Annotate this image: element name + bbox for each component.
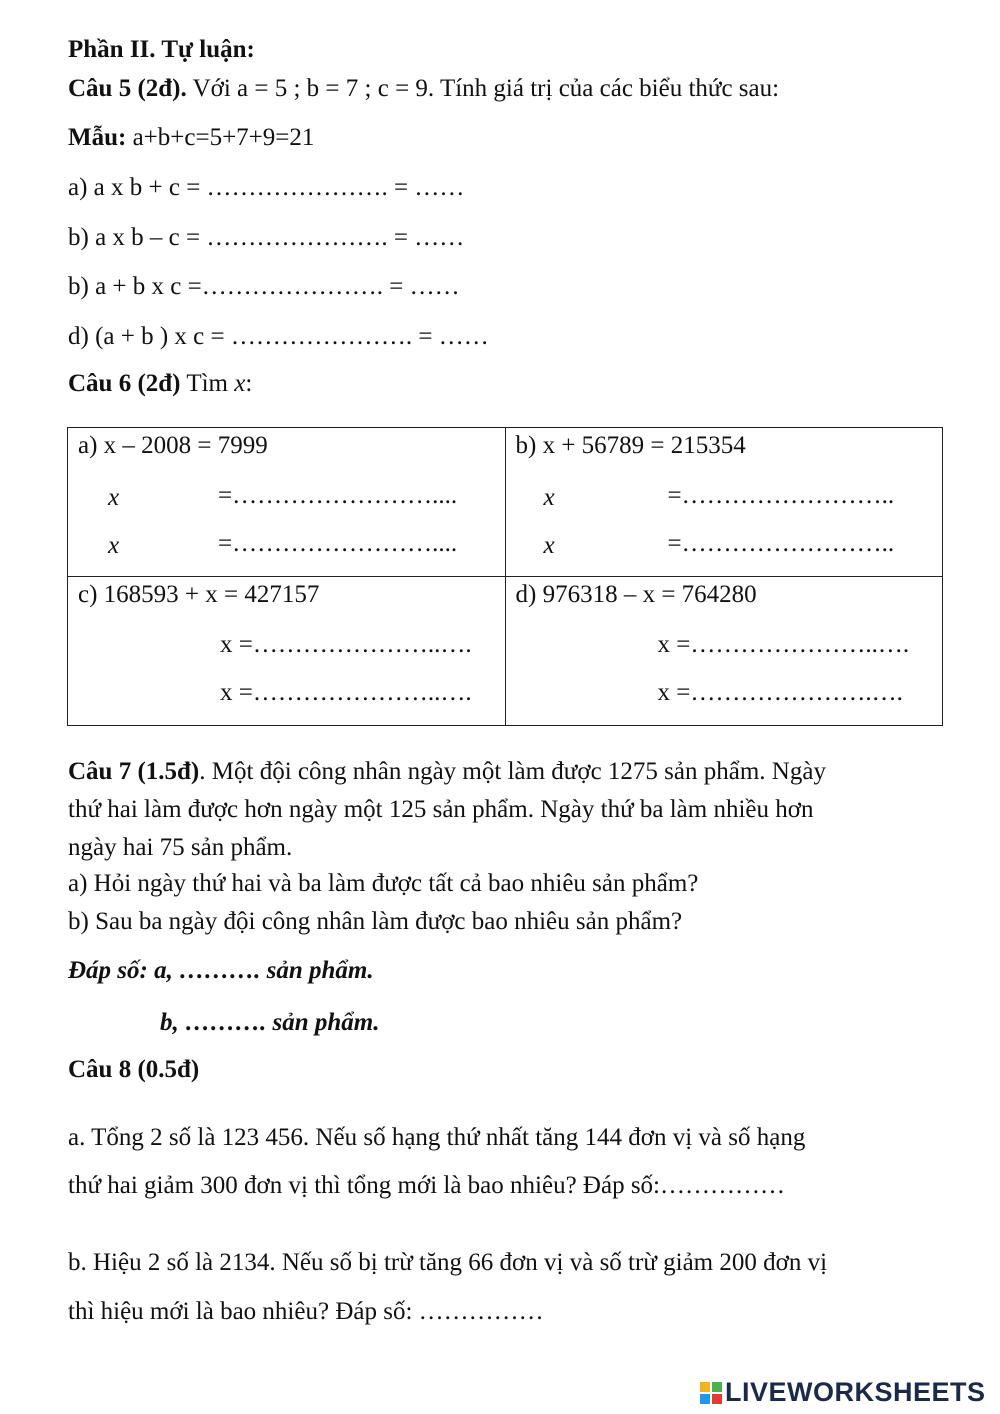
cell-c-equation: c) 168593 + x = 427157: [78, 581, 320, 608]
q7-answer-b[interactable]: b, ………. sản phẩm.: [160, 1009, 380, 1036]
q8-a-line-2[interactable]: thứ hai giảm 300 đơn vị thì tổng mới là bao nhiêu? Đáp số:……………: [68, 1172, 785, 1199]
q5-item-a: a) a x b + c = …………………. = ……: [68, 174, 465, 201]
q8-a-line-1: a. Tổng 2 số là 123 456. Nếu số hạng thứ nhất tăng 144 đơn vị và số hạng: [68, 1124, 806, 1151]
find-x-cell-c: [68, 577, 506, 726]
cell-a-answer-2[interactable]: =……………………....: [218, 530, 458, 557]
q7-line-1: Câu 7 (1.5đ). Một đội công nhân ngày một làm được 1275 sản phẩm. Ngày: [68, 758, 826, 785]
q8-b-line-1: b. Hiệu 2 số là 2134. Nếu số bị trừ tăng 66 đơn vị và số trừ giảm 200 đơn vị: [68, 1249, 828, 1276]
q7-question-b: b) Sau ba ngày đội công nhân làm được bao nhiêu sản phẩm?: [68, 908, 683, 935]
cell-b-var-2: x: [543, 532, 555, 559]
q5-item-b2: b) a + b x c =…………………. = ……: [68, 273, 460, 300]
q5-prompt: Câu 5 (2đ). Với a = 5 ; b = 7 ; c = 9. Tính giá trị của các biểu thức sau:: [68, 75, 780, 102]
cell-b-answer-1[interactable]: =……………………..: [667, 482, 895, 509]
q7-line-2: thứ hai làm được hơn ngày một 125 sản phẩm. Ngày thứ ba làm nhiều hơn: [68, 796, 814, 823]
q8-b-line-2[interactable]: thì hiệu mới là bao nhiêu? Đáp số: ……………: [68, 1298, 544, 1325]
find-x-cell-a: [68, 428, 506, 577]
cell-c-answer-1[interactable]: x =…………………..….: [220, 631, 472, 658]
find-x-cell-b: [505, 428, 943, 577]
liveworksheets-logo-text: LIVEWORKSHEETS: [725, 1377, 986, 1407]
liveworksheets-logo: [700, 1377, 986, 1408]
q5-item-d: d) (a + b ) x c = …………………. = ……: [68, 323, 489, 350]
cell-b-equation: b) x + 56789 = 215354: [515, 432, 746, 459]
liveworksheets-logo-icon: [700, 1382, 722, 1404]
cell-b-var-1: x: [543, 484, 555, 511]
cell-a-var-2: x: [108, 532, 120, 559]
cell-d-answer-1[interactable]: x =…………………..….: [657, 631, 910, 658]
part-title: Phần II. Tự luận:: [68, 36, 255, 63]
q7-line-3: ngày hai 75 sản phẩm.: [68, 834, 293, 861]
cell-a-var-1: x: [108, 484, 120, 511]
cell-c-answer-2[interactable]: x =…………………..….: [220, 679, 472, 706]
cell-b-answer-2[interactable]: =……………………..: [667, 530, 895, 557]
q6-prompt: Câu 6 (2đ) Tìm x:: [68, 370, 253, 397]
q7-answer-a[interactable]: Đáp số: a, ………. sản phẩm.: [68, 957, 374, 984]
cell-a-equation: a) x – 2008 = 7999: [78, 432, 268, 459]
find-x-cell-d: [505, 577, 943, 726]
q5-sample: Mẫu: a+b+c=5+7+9=21: [68, 124, 315, 151]
q8-title: Câu 8 (0.5đ): [68, 1056, 200, 1083]
find-x-table: [67, 427, 943, 726]
q5-item-b: b) a x b – c = …………………. = ……: [68, 224, 465, 251]
cell-d-answer-2[interactable]: x =………………….….: [657, 679, 903, 706]
q7-question-a: a) Hỏi ngày thứ hai và ba làm được tất cả bao nhiêu sản phẩm?: [68, 870, 699, 897]
cell-a-answer-1[interactable]: =……………………....: [218, 482, 458, 509]
cell-d-equation: d) 976318 – x = 764280: [515, 581, 757, 608]
